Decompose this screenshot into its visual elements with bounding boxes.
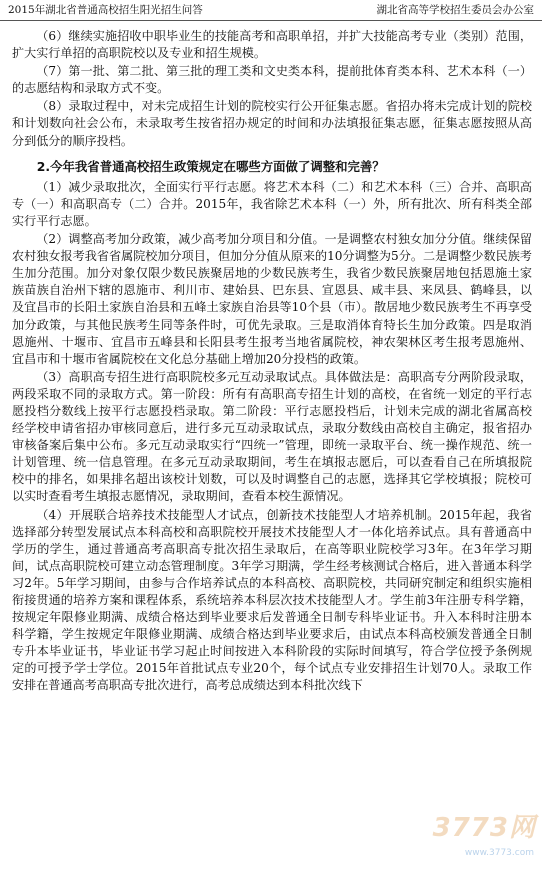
header-organization: 湖北省高等学校招生委员会办公室 (376, 4, 534, 16)
document-body (12, 28, 532, 696)
paragraph-skill-exam: （6）继续实施招收中职毕业生的技能高考和高职单招，并扩大技能高考专业（类别）范围，扩大实行单招的高职院校以及专业和招生规模。 (12, 29, 532, 61)
question-heading: 2.今年我省普通高校招生政策规定在哪些方面做了调整和完善？ (36, 158, 385, 174)
paragraph-parallel-volunteer: （1）减少录取批次，全面实行平行志愿。将艺术本科（二）和艺术本科（三）合并、高职高专（一）和高职高专（二）合并。2015年，我省除艺术本科（一）外，所有批次、所有科类全部实行平行志愿。 (12, 179, 532, 228)
paragraph-multi-interaction: （3）高职高专招生进行高职院校多元互动录取试点。具体做法是：高职高专分两阶段录取，两段采取不同的录取方式。第一阶段：所有有高职高专招生计划的高校，在省统一划定的平行志愿投档分数线上按平行志愿投档录取。第二阶段：平行志愿投档后，计划未完成的湖北省属高校经学校申请省招办审核同意后，进行多元互动录取试点，录取分数线由高校自主确定，报省招办审核备案后集中公布。多元互动录取实行“四统一”管理，即统一录取平台、统一操作规范、统一计划管理、统一信息管理。在多元互动录取期间，考生在填报志愿后，可以查看自己在所填报院校中的排名，如果排名超出该校计划数，可以及时调整自己的志愿，选择其它学校填报；院校可以实时查看考生填报志愿情况，录取期间，查看本校生源情况。 (12, 369, 532, 504)
paragraph-volunteer-structure: （7）第一批、第二批、第三批的理工类和文史类本科，提前批体育类本科、艺术本科（一）的志愿结构和录取方式不变。 (12, 64, 532, 96)
paragraph-bonus-points: （2）调整高考加分政策，减少高考加分项目和分值。一是调整农村独女加分分值。继续保留农村独女报考我省省属院校加分项目，但加分分值从原来的10分调整为5分。二是调整少数民族考生加分范围。加分对象仅限少数民族聚居地的少数民族考生，我省少数民族聚居地包括恩施土家族苗族自治州下辖的恩施市、利川市、建始县、巴东县、宣恩县、咸丰县、来凤县、鹤峰县，以及宜昌市的长阳土家族自治县和五峰土家族自治县等10个县（市）。散居地少数民族考生不再享受加分政策，与其他民族考生同等条件时，可优先录取。三是取消体育特长生加分政策。四是取消恩施州、十堰市、宜昌市五峰县和长阳县考生报考当地省属院校，神农架林区考生报考恩施州、宜昌市和十堰市省属院校在文化总分基础上增加20分投档的政策。 (12, 232, 532, 366)
header-title: 2015年湖北省普通高校招生阳光招生问答 (8, 4, 203, 16)
paragraph-open-collection: （8）录取过程中，对未完成招生计划的院校实行公开征集志愿。省招办将未完成计划的院校和计划数向社会公布，未录取考生按省招办规定的时间和办法填报征集志愿，征集志愿按照从高分到低分的顺序投档。 (12, 99, 532, 148)
watermark-logo: 3773网 (432, 813, 536, 843)
paragraph-joint-training: （4）开展联合培养技术技能型人才试点，创新技术技能型人才培养机制。2015年起，我省选择部分转型发展试点本科高校和高职院校开展技术技能型人才一体化培养试点。具有普通高中学历的学生，通过普通高考高职高专批次招生录取后，在高等职业院校学习3年。在3年学习期间，试点高职院校可建立动态管理制度。3年学习期满，学生经考核测试合格后，进入普通本科学习2年。5年学习期间，由参与合作培养试点的本科高校、高职院校，共同研究制定和组织实施相衔接贯通的培养方案和课程体系，系统培养本科层次技术技能型人才。学生前3年注册专科学籍，按规定年限修业期满、成绩合格达到毕业要求后发普通全日制专科毕业证书。升入本科时注册本科学籍，学生按规定年限修业期满、成绩合格达到毕业要求后，由试点本科高校颁发普通全日制专升本毕业证书，毕业证书学习起止时间按进入本科阶段的实际时间填写，符合学位授予条例规定的可授予学士学位。2015年首批试点专业20个，每个试点专业安排招生计划70人。录取工作安排在普通高考高职高专批次进行，高考总成绩达到本科批次线下 (12, 507, 532, 693)
watermark-url: www.3773.com (464, 848, 534, 858)
page-header (0, 0, 542, 21)
